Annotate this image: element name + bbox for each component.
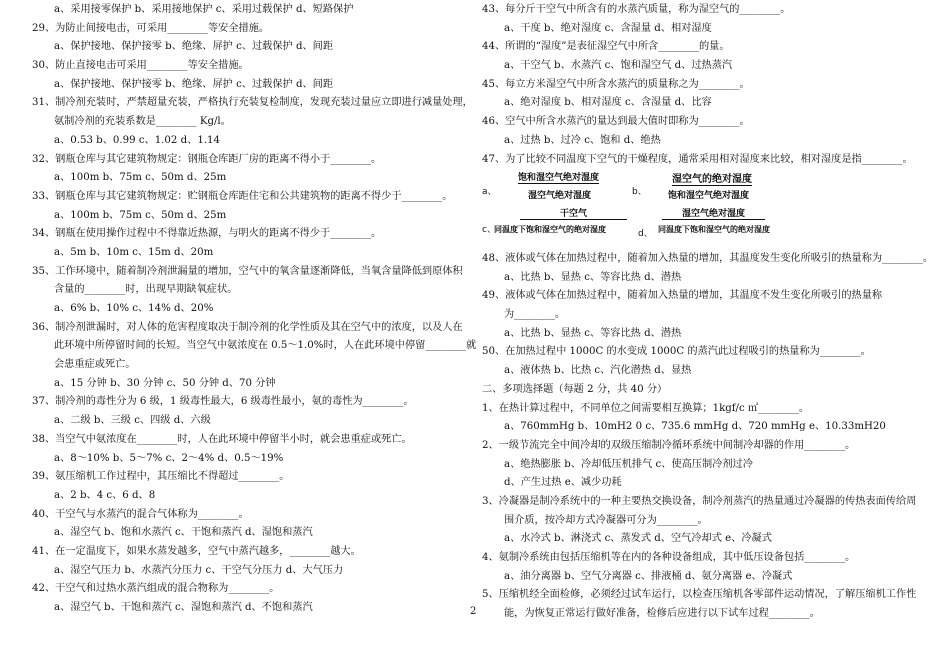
question-line: 46、空气中所含水蒸汽的量达到最大值时即称为________。	[482, 116, 750, 128]
page-number: 2	[470, 606, 477, 617]
q47-a-letter: a、	[482, 187, 497, 197]
question-line: 44、所谓的“湿度”是表征湿空气中所含________的量。	[482, 41, 730, 53]
question-line: 2、一级节流完全中间冷却的双级压缩制冷循环系统中间制冷却器的作用________。	[482, 439, 856, 451]
q47-d-letter: d、	[638, 229, 653, 239]
q47-d-numerator: 湿空气绝对湿度	[662, 206, 765, 220]
question-line: 36、制冷剂泄漏时，对人体的危害程度取决于制冷剂的化学性质及其在空气中的浓度，以及人在	[32, 321, 463, 333]
question-line: 1、在热计算过程中，不同单位之间需要相互换算；1kgf/c ㎡________。	[482, 402, 810, 414]
answer-options: a、保护接地、保护接零 b、绝缘、屏护 c、过载保护 d、间距	[54, 41, 334, 53]
question-line: 3、冷凝器是制冷系统中的一种主要热交换设备，制冷剂蒸汽的热量通过冷凝器的传热表面传给周	[482, 495, 917, 507]
right-column-top	[482, 1, 922, 169]
answer-options: d、产生过热 e、减少功耗	[504, 477, 622, 489]
q47-figures	[482, 168, 922, 240]
question-line: 32、钢瓶仓库与其它建筑物规定：钢瓶仓库距厂房的距离不得小于________。	[32, 153, 382, 165]
question-line: 48、液体或气体在加热过程中，随着加入热量的增加，其温度发生变化所吸引的热量称为________。	[482, 253, 934, 264]
question-line: 34、钢瓶在使用操作过程中不得靠近热源，与明火的距离不得少于________。	[32, 228, 382, 240]
question-line: 45、每立方米湿空气中所含水蒸汽的质量称之为________。	[482, 78, 750, 90]
answer-options: a、2 b、4 c、6 d、8	[54, 489, 156, 501]
answer-options: a、100m b、75m c、50m d、25m	[54, 172, 227, 184]
q47-b-denominator: 饱和湿空气绝对湿度	[668, 191, 750, 201]
question-line: 50、在加热过程中 1000C 的水变成 1000C 的蒸汽此过程吸引的热量称为________。	[482, 346, 871, 358]
question-line: 43、每分斤干空气中所含有的水蒸汽质量，称为湿空气的________。	[482, 4, 791, 15]
answer-options: a、二级 b、三级 c、四级 d、六级	[54, 415, 211, 427]
answer-options: a、绝对湿度 b、相对湿度 c、含湿量 d、比容	[504, 97, 712, 109]
answer-options: a、100m b、75m c、50m d、25m	[54, 209, 227, 221]
question-line: 29、为防止间接电击，可采用________等安全措施。	[32, 22, 270, 34]
answer-options: a、湿空气压力 b、水蒸汽分压力 c、干空气分压力 d、大气压力	[54, 564, 344, 576]
answer-options: a、液体热 b、比热 c、汽化潜热 d、显热	[504, 365, 692, 377]
right-column-bottom	[482, 250, 934, 624]
answer-options: a、760mmHg b、10mH2 0 c、735.6 mmHg d、720 mmHg e、10.33mH20	[504, 421, 886, 433]
question-line: 39、氨压缩机工作过程中，其压缩比不得超过________。	[32, 471, 290, 483]
answer-options: a、0.53 b、0.99 c、1.02 d、1.14	[54, 134, 221, 146]
question-continuation: 含量的________时，出现早期缺氧症状。	[54, 284, 238, 296]
q47-a-denominator: 湿空气绝对湿度	[528, 191, 592, 201]
question-line: 35、工作环境中，随着制冷剂泄漏量的增加，空气中的氧含量逐渐降低，当氧含量降低到原体积	[32, 265, 463, 277]
question-continuation: 氨制冷剂的充装系数是________ Kg/l。	[54, 116, 231, 128]
question-continuation: 为________。	[504, 309, 566, 321]
answer-options: a、采用接零保护 b、采用接地保护 c、采用过载保护 d、短路保护	[54, 4, 354, 15]
q47-c-numerator: 干空气	[520, 206, 627, 220]
question-continuation: 会患重症或死亡。	[54, 359, 136, 371]
question-line: 42、干空气和过热水蒸汽组成的混合物称为________。	[32, 583, 280, 595]
q47-row-cd	[482, 204, 922, 240]
answer-options: a、15 分钟 b、30 分钟 c、50 分钟 d、70 分钟	[54, 377, 276, 389]
answer-options: a、绝热膨胀 b、冷却低压机排气 c、使高压制冷剂过冷	[504, 458, 753, 470]
question-line: 47、为了比较不同温度下空气的干燥程度，通常采用相对湿度来比较，相对湿度是指________。	[482, 153, 913, 165]
question-line: 30、防止直接电击可采用________等安全措施。	[32, 60, 249, 72]
answer-options: a、湿空气 b、饱和水蒸汽 c、干饱和蒸汽 d、湿饱和蒸汽	[54, 527, 313, 539]
question-line: 二、多项选择题（每题 2 分，共 40 分）	[482, 383, 668, 395]
question-continuation: 围介质，按冷却方式冷凝器可分为________。	[504, 514, 708, 526]
answer-options: a、8～10% b、5～7% c、2～4% d、0.5～19%	[54, 452, 284, 464]
question-line: 5、压缩机经全面检修，必须经过试车运行，以检查压缩机各零部件运动情况，了解压缩机工作性	[482, 589, 917, 601]
answer-options: a、油分离器 b、空气分离器 c、排液桶 d、氨分离器 e、冷凝式	[504, 570, 793, 582]
answer-options: a、水冷式 b、淋浇式 c、蒸发式 d、空气冷却式 e、冷凝式	[504, 533, 772, 545]
question-continuation: 能，为恢复正常运行做好准备，检修后应进行以下试车过程________。	[504, 608, 820, 620]
question-line: 37、制冷剂的毒性分为 6 级，1 级毒性最大，6 级毒性最小，氨的毒性为________。	[32, 396, 414, 408]
question-line: 41、在一定温度下，如果水蒸发越多，空气中蒸汽越多，________越大。	[32, 545, 361, 557]
question-line: 4、氨制冷系统由包括压缩机等在内的各种设备组成，其中低压设备包括________。	[482, 552, 856, 563]
question-line: 38、当空气中氨浓度在________时，人在此环境中停留半小时，就会患重症或死亡。	[32, 433, 412, 445]
answer-options: a、干度 b、绝对湿度 c、含湿量 d、相对湿度	[504, 22, 712, 34]
q47-c-denominator: 同温度下饱和湿空气的绝对湿度	[494, 225, 606, 234]
question-line: 49、液体或气体在加热过程中，随着加入热量的增加，其温度不发生变化所吸引的热量称	[482, 290, 883, 302]
answer-options: a、6% b、10% c、14% d、20%	[54, 303, 214, 314]
q47-c-letter: c、	[482, 225, 496, 235]
q47-row-ab	[482, 168, 922, 204]
answer-options: a、保护接地、保护接零 b、绝缘、屏护 c、过载保护 d、间距	[54, 78, 334, 90]
q47-b-numerator: 湿空气的绝对湿度	[672, 170, 752, 186]
q47-d-denominator: 同温度下饱和湿空气的绝对湿度	[658, 225, 770, 234]
answer-options: a、比热 b、显热 c、等容比热 d、潜热	[504, 271, 682, 283]
question-line: 33、钢瓶仓库与其它建筑物规定：贮钢瓶仓库距住宅和公共建筑物的距离不得少于________。	[32, 190, 453, 202]
answer-options: a、干空气 b、水蒸汽 c、饱和湿空气 d、过热蒸汽	[504, 60, 733, 72]
question-line: 31、制冷剂充装时，严禁超量充装，严格执行充装复检制度，发现充装过量应立即进行减量处理，	[32, 97, 473, 109]
question-line: 40、干空气与水蒸汽的混合气体称为________。	[32, 508, 249, 520]
answer-options: a、湿空气 b、干饱和蒸汽 c、湿饱和蒸汽 d、不饱和蒸汽	[54, 602, 313, 613]
q47-a-numerator: 饱和湿空气绝对湿度	[518, 170, 599, 184]
answer-options: a、比热 b、显热 c、等容比热 d、潜热	[504, 327, 682, 339]
answer-options: a、过热 b、过冷 c、饱和 d、绝热	[504, 134, 661, 146]
left-column	[32, 1, 477, 618]
question-continuation: 此环境中所停留时间的长短。当空气中氨浓度在 0.5～1.0%时，人在此环境中停留________就	[54, 340, 477, 352]
q47-b-letter: b、	[632, 187, 647, 197]
answer-options: a、5m b、10m c、15m d、20m	[54, 246, 214, 258]
